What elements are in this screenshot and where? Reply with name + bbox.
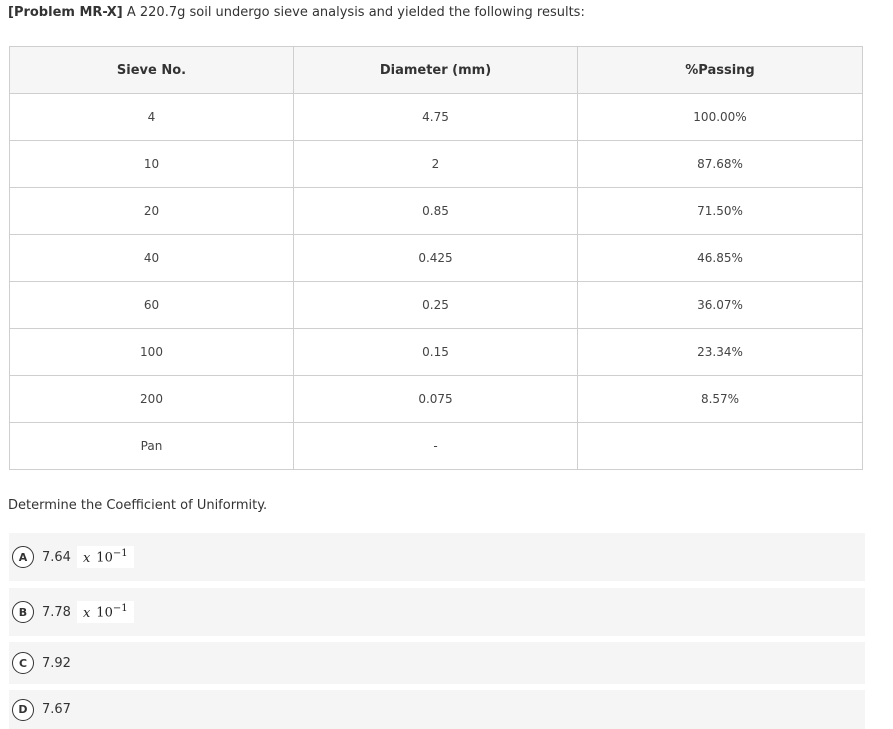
- cell-percent-passing: 71.50%: [578, 188, 863, 235]
- choice-d-letter-icon: D: [12, 699, 34, 721]
- header-diameter: Diameter (mm): [294, 47, 578, 94]
- choice-b[interactable]: [9, 588, 865, 636]
- sieve-analysis-table: [9, 46, 863, 470]
- cell-sieve-no: 20: [10, 188, 294, 235]
- choice-b-exponent: x $10^{-1}$: [77, 601, 134, 622]
- header-sieve-no: Sieve No.: [10, 47, 294, 94]
- question-text: Determine the Coefficient of Uniformity.: [8, 498, 268, 513]
- cell-diameter: -: [294, 423, 578, 470]
- choice-b-value: 7.78: [42, 604, 71, 620]
- choice-c-letter-icon: C: [12, 652, 34, 674]
- cell-percent-passing: 100.00%: [578, 94, 863, 141]
- cell-diameter: 0.15: [294, 329, 578, 376]
- cell-diameter: 0.425: [294, 235, 578, 282]
- cell-diameter: 0.075: [294, 376, 578, 423]
- cell-sieve-no: 100: [10, 329, 294, 376]
- table-row: [10, 188, 863, 235]
- cell-sieve-no: 4: [10, 94, 294, 141]
- cell-percent-passing: 23.34%: [578, 329, 863, 376]
- choice-a[interactable]: [9, 533, 865, 581]
- cell-percent-passing: 87.68%: [578, 141, 863, 188]
- cell-diameter: 2: [294, 141, 578, 188]
- table-row: [10, 235, 863, 282]
- choice-b-letter-icon: B: [12, 601, 34, 623]
- problem-text: A 220.7g soil undergo sieve analysis and yielded the following results:: [122, 5, 585, 20]
- choice-a-letter-icon: A: [12, 546, 34, 568]
- problem-statement: [8, 5, 888, 21]
- cell-percent-passing: 46.85%: [578, 235, 863, 282]
- table-row: [10, 282, 863, 329]
- choice-a-value: 7.64: [42, 549, 71, 565]
- choice-d[interactable]: [9, 690, 865, 729]
- cell-sieve-no: 10: [10, 141, 294, 188]
- choice-c-value: 7.92: [42, 655, 71, 671]
- problem-tag: [Problem MR-X]: [8, 5, 123, 20]
- table-row: [10, 376, 863, 423]
- table-row: [10, 423, 863, 470]
- cell-percent-passing: 8.57%: [578, 376, 863, 423]
- cell-diameter: 0.85: [294, 188, 578, 235]
- cell-sieve-no: 40: [10, 235, 294, 282]
- choice-d-value: 7.67: [42, 702, 71, 717]
- choice-c[interactable]: [9, 642, 865, 684]
- table-row: [10, 94, 863, 141]
- table-row: [10, 329, 863, 376]
- table-header-row: [10, 47, 863, 94]
- cell-diameter: 0.25: [294, 282, 578, 329]
- cell-sieve-no: 60: [10, 282, 294, 329]
- cell-percent-passing: [578, 423, 863, 470]
- table-row: [10, 141, 863, 188]
- cell-percent-passing: 36.07%: [578, 282, 863, 329]
- cell-sieve-no: 200: [10, 376, 294, 423]
- header-percent-passing: %Passing: [578, 47, 863, 94]
- cell-sieve-no: Pan: [10, 423, 294, 470]
- choice-a-exponent: x $10^{-1}$: [77, 546, 134, 567]
- cell-diameter: 4.75: [294, 94, 578, 141]
